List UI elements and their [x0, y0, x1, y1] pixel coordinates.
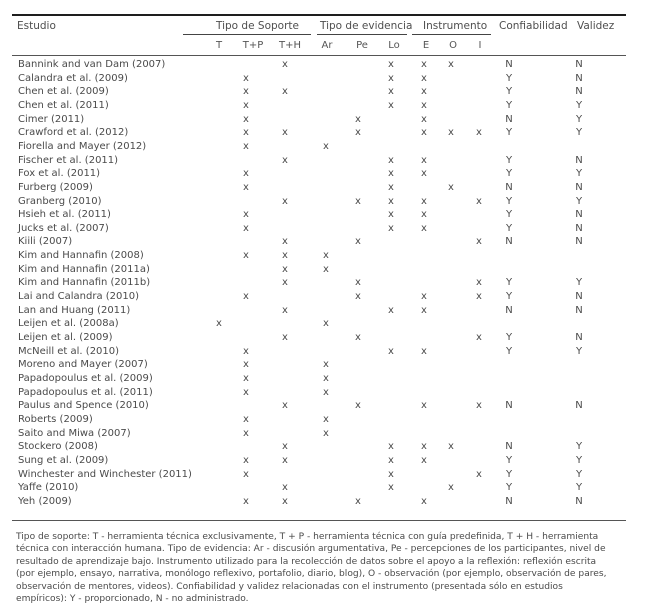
- cell-reliability: Y: [505, 99, 513, 111]
- table-row: [0, 276, 658, 290]
- study-name: Bannink and van Dam (2007): [18, 59, 166, 70]
- subheader-o: O: [449, 40, 457, 51]
- cell-e: x: [421, 154, 427, 166]
- cell-lo: x: [388, 99, 394, 111]
- cell-t-plus-p: x: [243, 291, 249, 303]
- cell-t-plus-h: x: [282, 250, 288, 262]
- study-name: Sung et al. (2009): [18, 454, 109, 466]
- cell-t-plus-p: x: [243, 427, 249, 439]
- cell-lo: x: [388, 86, 394, 98]
- study-name: Yaffe (2010): [18, 482, 79, 494]
- support-group-rule: [183, 34, 311, 35]
- cell-reliability: N: [505, 59, 513, 70]
- cell-t-plus-p: x: [243, 222, 249, 234]
- cell-t-plus-h: x: [282, 304, 288, 316]
- table-row: [0, 358, 658, 372]
- cell-t-plus-p: x: [243, 468, 249, 480]
- cell-reliability: Y: [505, 195, 513, 207]
- header-support-group: Tipo de Soporte: [216, 20, 299, 32]
- cell-o: x: [448, 441, 454, 453]
- cell-validity: N: [575, 86, 583, 98]
- table-row: [0, 413, 658, 427]
- study-name: Calandra et al. (2009): [18, 72, 128, 84]
- table-row: [0, 331, 658, 345]
- cell-lo: x: [388, 154, 394, 166]
- study-name: Yeh (2009): [18, 495, 72, 507]
- cell-ar: x: [323, 318, 329, 330]
- subheader-ar: Ar: [321, 40, 333, 51]
- cell-i: x: [476, 127, 482, 139]
- cell-reliability: Y: [505, 277, 513, 289]
- cell-reliability: Y: [505, 127, 513, 139]
- subheader-pe: Pe: [356, 40, 368, 51]
- cell-reliability: N: [505, 441, 513, 453]
- subheader-t: T: [215, 40, 223, 51]
- subheader-t-plus-h: T+H: [278, 40, 302, 51]
- table-row: [0, 249, 658, 263]
- cell-e: x: [421, 168, 427, 180]
- cell-ar: x: [323, 427, 329, 439]
- cell-e: x: [421, 195, 427, 207]
- cell-validity: N: [575, 304, 583, 316]
- table-row: [0, 85, 658, 99]
- cell-reliability: Y: [505, 332, 513, 343]
- cell-reliability: Y: [505, 72, 513, 84]
- table-row: [0, 454, 658, 468]
- cell-reliability: Y: [505, 86, 513, 98]
- evidence-group-rule: [317, 34, 407, 35]
- cell-validity: Y: [575, 127, 583, 139]
- table-row: [0, 72, 658, 86]
- cell-t-plus-h: x: [282, 263, 288, 275]
- cell-i: x: [476, 400, 482, 412]
- cell-pe: x: [355, 127, 361, 139]
- cell-e: x: [421, 72, 427, 84]
- cell-validity: N: [575, 154, 583, 166]
- cell-o: x: [448, 127, 454, 139]
- cell-o: x: [448, 181, 454, 193]
- table-row: [0, 263, 658, 277]
- cell-o: x: [448, 59, 454, 70]
- cell-e: x: [421, 495, 427, 507]
- cell-pe: x: [355, 495, 361, 507]
- cell-reliability: Y: [505, 482, 513, 494]
- cell-validity: N: [575, 495, 583, 507]
- cell-t-plus-h: x: [282, 86, 288, 98]
- table-row: [0, 99, 658, 113]
- cell-reliability: N: [505, 181, 513, 193]
- cell-ar: x: [323, 250, 329, 262]
- cell-i: x: [476, 291, 482, 303]
- header-reliability: Confiabilidad: [499, 20, 568, 32]
- cell-t-plus-p: x: [243, 413, 249, 425]
- cell-lo: x: [388, 345, 394, 357]
- cell-validity: N: [575, 291, 583, 303]
- cell-validity: N: [575, 209, 583, 221]
- cell-validity: Y: [575, 345, 583, 357]
- cell-lo: x: [388, 468, 394, 480]
- table-row: [0, 208, 658, 222]
- cell-e: x: [421, 59, 427, 70]
- study-name: Fischer et al. (2011): [18, 154, 119, 166]
- cell-t-plus-p: x: [243, 345, 249, 357]
- table-row: [0, 304, 658, 318]
- table-row: [0, 427, 658, 441]
- cell-lo: x: [388, 454, 394, 466]
- instrument-group-rule: [412, 34, 491, 35]
- cell-reliability: N: [505, 113, 513, 125]
- header-study: Estudio: [17, 20, 56, 32]
- cell-validity: N: [575, 72, 583, 84]
- study-name: Papadopoulus et al. (2009): [18, 372, 153, 384]
- cell-t-plus-p: x: [243, 250, 249, 262]
- cell-lo: x: [388, 222, 394, 234]
- study-name: Jucks et al. (2007): [18, 222, 109, 234]
- cell-ar: x: [323, 386, 329, 398]
- cell-t-plus-h: x: [282, 454, 288, 466]
- table-row: [0, 113, 658, 127]
- study-name: Chen et al. (2011): [18, 99, 109, 111]
- table-footnote: Tipo de soporte: T - herramienta técnica exclusivamente, T + P - herramienta técnica con guía predefinida, T + H - herramienta técnica con interacción humana. Tipo de evidencia: Ar - discusión argumentativa, Pe - percepciones de los participantes, nivel de resultado de aprendizaje bajo. Instrumento utilizado para la recolección de datos sobre el apoyo a la reflexión: reflexión escrita (por ejemplo, ensayo, narrativa, monólogo reflexivo, portafolio, diario, blog), O - observación (por ejemplo, observación de pares, observación de mentores, videos). Confiabilidad y validez relacionadas con el instrumento (presentada sólo en estudios empíricos): Y - proporcionado, N - no administrado.: [16, 532, 607, 605]
- study-name: Papadopoulus et al. (2011): [18, 386, 153, 398]
- study-name: Kiili (2007): [18, 236, 73, 248]
- table-top-rule: [12, 14, 626, 16]
- table-row: [0, 140, 658, 154]
- cell-reliability: Y: [505, 468, 513, 480]
- table-row: [0, 126, 658, 140]
- study-name: Stockero (2008): [18, 441, 98, 453]
- cell-reliability: N: [505, 236, 513, 248]
- cell-t-plus-p: x: [243, 359, 249, 371]
- table-row: [0, 468, 658, 482]
- table-row: [0, 195, 658, 209]
- cell-validity: Y: [575, 454, 583, 466]
- study-name: Fiorella and Mayer (2012): [18, 140, 147, 152]
- table-row: [0, 345, 658, 359]
- cell-ar: x: [323, 372, 329, 384]
- cell-lo: x: [388, 441, 394, 453]
- cell-validity: Y: [575, 441, 583, 453]
- table-row: [0, 386, 658, 400]
- header-bottom-rule: [12, 55, 626, 56]
- cell-e: x: [421, 222, 427, 234]
- cell-t-plus-p: x: [243, 454, 249, 466]
- study-name: Roberts (2009): [18, 413, 93, 425]
- cell-t-plus-p: x: [243, 168, 249, 180]
- cell-ar: x: [323, 359, 329, 371]
- cell-o: x: [448, 482, 454, 494]
- study-name: Paulus and Spence (2010): [18, 400, 149, 412]
- subheader-t-plus-p: T+P: [242, 40, 264, 51]
- cell-lo: x: [388, 181, 394, 193]
- cell-reliability: Y: [505, 209, 513, 221]
- table-row: [0, 154, 658, 168]
- subheader-i: I: [478, 40, 482, 51]
- study-name: Crawford et al. (2012): [18, 127, 129, 139]
- cell-reliability: Y: [505, 222, 513, 234]
- cell-lo: x: [388, 304, 394, 316]
- cell-ar: x: [323, 140, 329, 152]
- cell-t-plus-h: x: [282, 400, 288, 412]
- cell-t-plus-p: x: [243, 372, 249, 384]
- study-name: McNeill et al. (2010): [18, 345, 120, 357]
- cell-reliability: Y: [505, 345, 513, 357]
- table-row: [0, 167, 658, 181]
- cell-lo: x: [388, 209, 394, 221]
- cell-e: x: [421, 291, 427, 303]
- cell-e: x: [421, 304, 427, 316]
- cell-t-plus-h: x: [282, 127, 288, 139]
- cell-pe: x: [355, 400, 361, 412]
- cell-e: x: [421, 454, 427, 466]
- cell-lo: x: [388, 195, 394, 207]
- cell-t-plus-p: x: [243, 495, 249, 507]
- cell-t: x: [216, 318, 222, 330]
- header-instrument-group: Instrumento: [423, 20, 488, 32]
- study-name: Saito and Miwa (2007): [18, 427, 131, 439]
- cell-e: x: [421, 441, 427, 453]
- cell-ar: x: [323, 413, 329, 425]
- study-name: Leijen et al. (2008a): [18, 318, 119, 330]
- cell-t-plus-h: x: [282, 59, 288, 70]
- table-row: [0, 440, 658, 454]
- cell-t-plus-p: x: [243, 386, 249, 398]
- cell-validity: Y: [575, 113, 583, 125]
- subheader-lo: Lo: [388, 40, 400, 51]
- table-row: [0, 181, 658, 195]
- cell-validity: N: [575, 59, 583, 70]
- cell-t-plus-h: x: [282, 236, 288, 248]
- cell-t-plus-h: x: [282, 495, 288, 507]
- cell-t-plus-h: x: [282, 441, 288, 453]
- cell-lo: x: [388, 482, 394, 494]
- cell-e: x: [421, 400, 427, 412]
- cell-reliability: Y: [505, 154, 513, 166]
- cell-i: x: [476, 277, 482, 289]
- cell-validity: Y: [575, 468, 583, 480]
- study-name: Kim and Hannafin (2008): [18, 250, 144, 262]
- cell-t-plus-p: x: [243, 113, 249, 125]
- cell-validity: N: [575, 181, 583, 193]
- cell-e: x: [421, 113, 427, 125]
- table-row: [0, 58, 658, 72]
- cell-t-plus-p: x: [243, 140, 249, 152]
- cell-t-plus-h: x: [282, 277, 288, 289]
- cell-validity: Y: [575, 195, 583, 207]
- table-row: [0, 290, 658, 304]
- subheader-e: E: [422, 40, 430, 51]
- cell-validity: Y: [575, 277, 583, 289]
- cell-validity: N: [575, 400, 583, 412]
- cell-pe: x: [355, 195, 361, 207]
- study-name: Furberg (2009): [18, 181, 93, 193]
- cell-t-plus-h: x: [282, 482, 288, 494]
- cell-e: x: [421, 345, 427, 357]
- cell-t-plus-h: x: [282, 195, 288, 207]
- cell-pe: x: [355, 291, 361, 303]
- cell-t-plus-p: x: [243, 181, 249, 193]
- table-bottom-rule: [12, 520, 626, 521]
- cell-t-plus-h: x: [282, 332, 288, 343]
- table-row: [0, 317, 658, 331]
- cell-e: x: [421, 209, 427, 221]
- study-name: Fox et al. (2011): [18, 168, 101, 180]
- cell-t-plus-h: x: [282, 154, 288, 166]
- cell-e: x: [421, 99, 427, 111]
- cell-validity: N: [575, 222, 583, 234]
- study-name: Moreno and Mayer (2007): [18, 359, 148, 371]
- cell-ar: x: [323, 263, 329, 275]
- cell-validity: Y: [575, 482, 583, 494]
- cell-t-plus-p: x: [243, 86, 249, 98]
- cell-i: x: [476, 468, 482, 480]
- study-name: Lai and Calandra (2010): [18, 291, 140, 303]
- cell-reliability: N: [505, 495, 513, 507]
- study-name: Lan and Huang (2011): [18, 304, 131, 316]
- cell-t-plus-p: x: [243, 99, 249, 111]
- cell-validity: N: [575, 332, 583, 343]
- cell-e: x: [421, 127, 427, 139]
- cell-pe: x: [355, 332, 361, 343]
- cell-reliability: N: [505, 400, 513, 412]
- cell-reliability: N: [505, 304, 513, 316]
- table-row: [0, 372, 658, 386]
- cell-pe: x: [355, 277, 361, 289]
- header-evidence-group: Tipo de evidencia: [320, 20, 413, 32]
- cell-lo: x: [388, 168, 394, 180]
- table-row: [0, 235, 658, 249]
- cell-t-plus-p: x: [243, 209, 249, 221]
- cell-i: x: [476, 195, 482, 207]
- cell-e: x: [421, 86, 427, 98]
- cell-i: x: [476, 236, 482, 248]
- cell-i: x: [476, 332, 482, 343]
- cell-validity: N: [575, 236, 583, 248]
- cell-t-plus-p: x: [243, 72, 249, 84]
- table-row: [0, 399, 658, 413]
- study-name: Granberg (2010): [18, 195, 102, 207]
- cell-lo: x: [388, 72, 394, 84]
- study-name: Kim and Hannafin (2011a): [18, 263, 150, 275]
- cell-reliability: Y: [505, 168, 513, 180]
- cell-pe: x: [355, 236, 361, 248]
- cell-t-plus-p: x: [243, 127, 249, 139]
- study-name: Leijen et al. (2009): [18, 332, 113, 343]
- cell-validity: Y: [575, 99, 583, 111]
- study-name: Cimer (2011): [18, 113, 85, 125]
- cell-reliability: Y: [505, 454, 513, 466]
- header-validity: Validez: [577, 20, 615, 32]
- study-name: Hsieh et al. (2011): [18, 209, 111, 221]
- cell-pe: x: [355, 113, 361, 125]
- table-row: [0, 222, 658, 236]
- cell-lo: x: [388, 59, 394, 70]
- study-name: Chen et al. (2009): [18, 86, 109, 98]
- study-name: Winchester and Winchester (2011): [18, 468, 192, 480]
- table-row: [0, 481, 658, 495]
- table-row: [0, 495, 658, 509]
- cell-validity: Y: [575, 168, 583, 180]
- study-name: Kim and Hannafin (2011b): [18, 277, 151, 289]
- cell-reliability: Y: [505, 291, 513, 303]
